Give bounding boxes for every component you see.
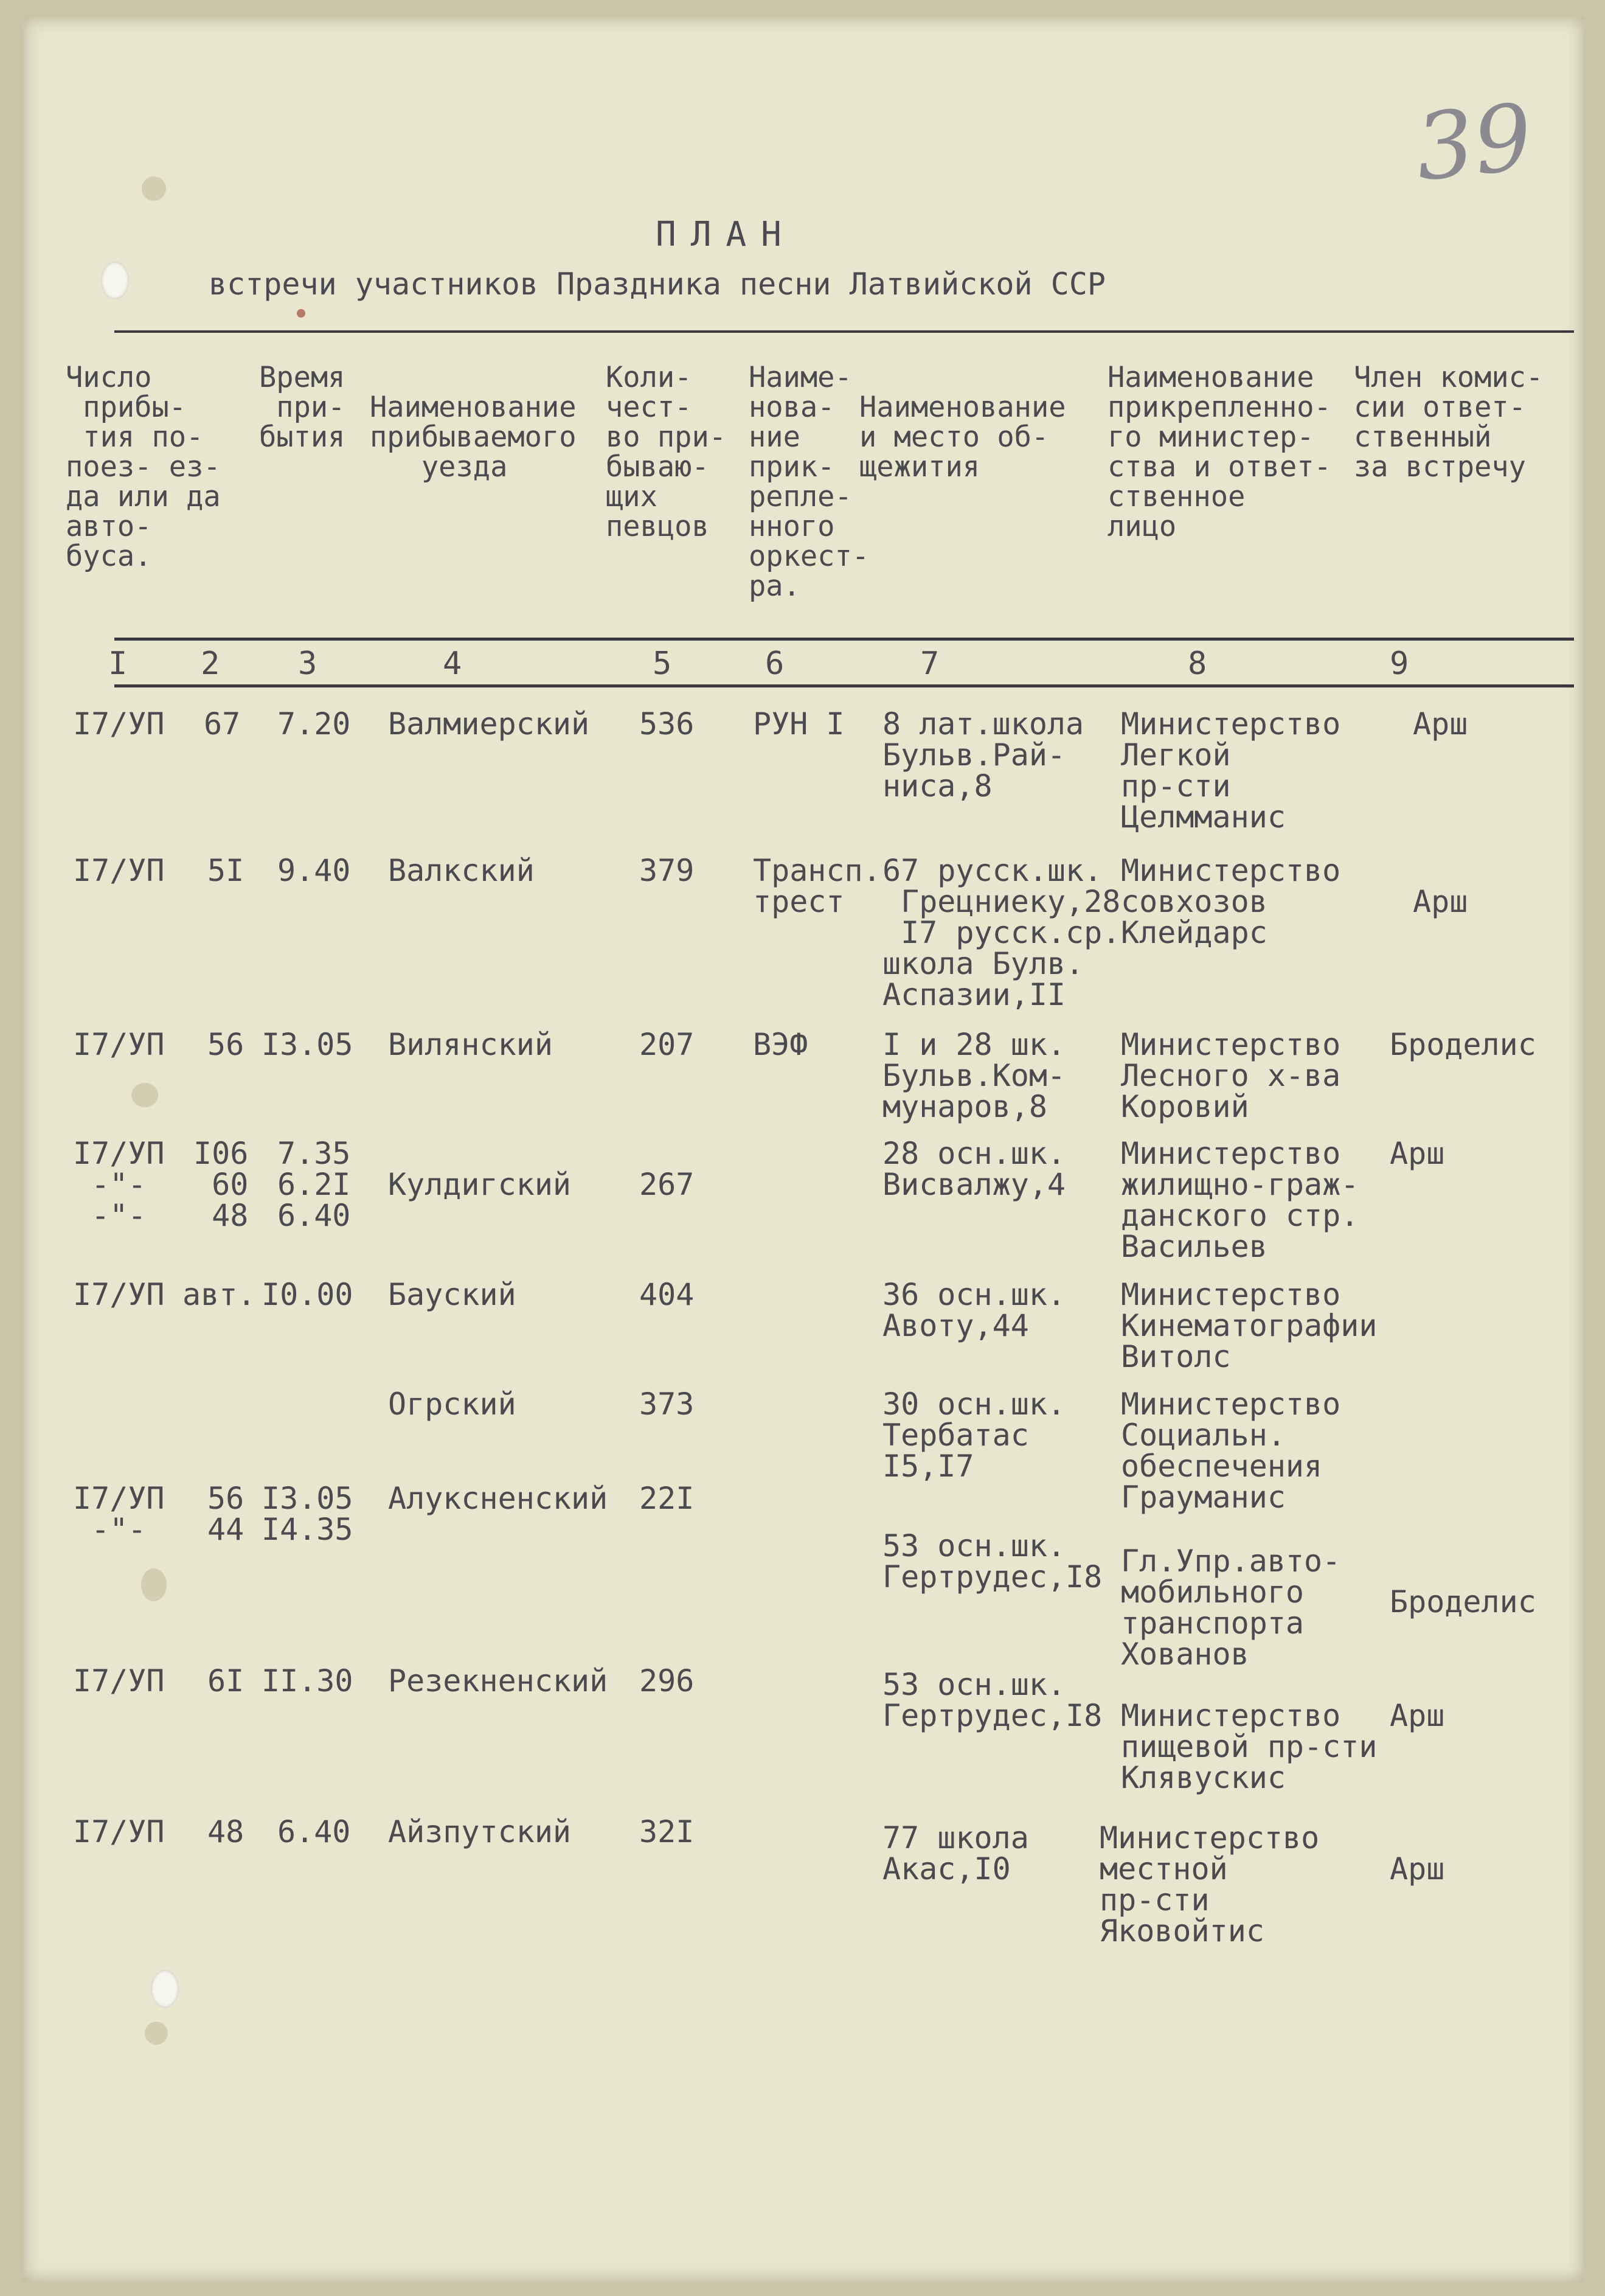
cell-arrival-date: I7/УП -"- -"- xyxy=(73,1136,165,1233)
cell-train-number: I06 60 48 xyxy=(193,1136,249,1233)
cell-commission-member: Арш xyxy=(1413,706,1468,742)
header-orchestra: Наиме- нова- ние прик- репле- нного оркест- ра. xyxy=(749,361,870,603)
cell-commission-member: Арш xyxy=(1390,1851,1445,1887)
stain-mark xyxy=(297,309,305,318)
column-number-rule xyxy=(114,684,1574,687)
cell-orchestra: Трансп. трест xyxy=(753,853,881,919)
cell-lodging: 28 осн.шк. Висвалжу,4 xyxy=(882,1136,1066,1202)
cell-ministry: Министерство местной пр-сти Яковойтис xyxy=(1100,1820,1320,1949)
cell-train-number: 48 xyxy=(207,1814,244,1849)
header-ministry: Наименование прикрепленно- го министер- ства и ответ- ственное лицо xyxy=(1108,361,1331,543)
column-number: 4 xyxy=(443,645,462,682)
header-arrival-time: Время при- бытия xyxy=(259,361,345,454)
cell-district: Алуксненский xyxy=(388,1481,608,1516)
cell-ministry: Министерство Легкой пр-сти Целмманис xyxy=(1121,706,1341,835)
cell-train-number: 56 xyxy=(207,1027,244,1062)
cell-arrival-time: II.30 xyxy=(262,1663,353,1699)
cell-singers-count: 404 xyxy=(639,1277,695,1312)
stain-mark xyxy=(141,1568,167,1601)
cell-arrival-time: 6.40 xyxy=(277,1814,351,1849)
cell-singers-count: 207 xyxy=(639,1027,695,1062)
header-singers-count: Коли- чест- во при- бываю- щих певцов xyxy=(606,361,727,543)
stain-mark xyxy=(142,176,166,201)
cell-district: Резекненский xyxy=(388,1663,608,1699)
cell-arrival-date: I7/УП xyxy=(73,1814,165,1849)
cell-arrival-time: I3.05 I4.35 xyxy=(262,1481,353,1547)
cell-district: Кулдигский xyxy=(388,1167,572,1202)
cell-arrival-date: I7/УП xyxy=(73,1027,165,1062)
column-number: I xyxy=(108,645,128,682)
header-rule-bottom xyxy=(114,638,1574,641)
cell-train-number: 5I xyxy=(207,853,244,888)
cell-singers-count: 32I xyxy=(639,1814,695,1849)
document-sheet xyxy=(23,17,1584,2281)
header-lodging: Наименование и место об- щежития xyxy=(859,391,1066,484)
cell-arrival-date: I7/УП xyxy=(73,1663,165,1699)
header-rule-top xyxy=(114,330,1574,333)
column-number: 2 xyxy=(201,645,220,682)
cell-arrival-time: 7.20 xyxy=(277,706,351,742)
cell-ministry: Гл.Упр.авто- мобильного транспорта Хованов xyxy=(1121,1543,1341,1672)
cell-singers-count: 22I xyxy=(639,1481,695,1516)
column-number: 9 xyxy=(1390,645,1409,682)
cell-district: Валкский xyxy=(388,853,535,888)
cell-district: Вилянский xyxy=(388,1027,553,1062)
cell-district: Огрский xyxy=(388,1386,516,1422)
cell-ministry: Министерство Социальн. обеспечения Грауманис xyxy=(1121,1386,1341,1515)
document-title: ПЛАН xyxy=(656,215,796,254)
cell-train-number: 6I xyxy=(207,1663,244,1699)
stain-mark xyxy=(145,2022,168,2045)
cell-orchestra: РУН I xyxy=(753,706,845,742)
cell-arrival-date: I7/УП xyxy=(73,1277,165,1312)
cell-lodging: 36 осн.шк. Авоту,44 xyxy=(882,1277,1066,1343)
cell-train-number: 67 xyxy=(204,706,241,742)
cell-orchestra: ВЭФ xyxy=(753,1027,808,1062)
cell-lodging: 53 осн.шк. Гертрудес,I8 xyxy=(882,1667,1103,1733)
page-number: 39 xyxy=(1410,84,1537,202)
cell-arrival-time: 9.40 xyxy=(277,853,351,888)
cell-ministry: Министерство совхозов Клейдарс xyxy=(1121,853,1341,950)
column-number: 5 xyxy=(653,645,672,682)
document-subtitle: встречи участников Праздника песни Латвийской ССР xyxy=(209,266,1106,302)
cell-commission-member: Броделис xyxy=(1390,1584,1536,1619)
cell-ministry: Министерство жилищно-граж- данского стр. Васильев xyxy=(1121,1136,1359,1264)
cell-singers-count: 373 xyxy=(639,1386,695,1422)
column-number: 6 xyxy=(765,645,785,682)
cell-ministry: Министерство Кинематографии Витолс xyxy=(1121,1277,1378,1374)
cell-commission-member: Арш xyxy=(1390,1136,1445,1171)
header-arrival-date: Число прибы- тия по- поез- ез- да или да авто- буса. xyxy=(66,361,221,573)
cell-lodging: 67 русск.шк. Грецниеку,28 I7 русск.ср. школа Булв. Аспазии,II xyxy=(882,853,1121,1012)
header-district: Наименование прибываемого уезда xyxy=(370,391,577,484)
cell-train-number: авт. xyxy=(182,1277,256,1312)
cell-district: Айзпутский xyxy=(388,1814,572,1849)
stain-mark xyxy=(131,1083,158,1107)
cell-arrival-date: I7/УП xyxy=(73,853,165,888)
cell-lodging: 53 осн.шк. Гертрудес,I8 xyxy=(882,1528,1103,1595)
cell-ministry: Министерство пищевой пр-сти Клявускис xyxy=(1121,1698,1378,1795)
cell-ministry: Министерство Лесного х-ва Коровий xyxy=(1121,1027,1341,1124)
cell-train-number: 56 44 xyxy=(207,1481,244,1547)
column-number: 8 xyxy=(1188,645,1207,682)
cell-district: Бауский xyxy=(388,1277,516,1312)
punch-hole xyxy=(101,262,129,299)
cell-arrival-date: I7/УП -"- xyxy=(73,1481,165,1547)
column-number: 3 xyxy=(298,645,317,682)
column-number: 7 xyxy=(920,645,940,682)
cell-arrival-time: I3.05 xyxy=(262,1027,353,1062)
cell-commission-member: Арш xyxy=(1390,1698,1445,1733)
cell-arrival-time: I0.00 xyxy=(262,1277,353,1312)
cell-commission-member: Броделис xyxy=(1390,1027,1536,1062)
cell-singers-count: 296 xyxy=(639,1663,695,1699)
cell-singers-count: 267 xyxy=(639,1167,695,1202)
cell-arrival-date: I7/УП xyxy=(73,706,165,742)
cell-lodging: 77 школа Акас,I0 xyxy=(882,1820,1029,1887)
cell-singers-count: 379 xyxy=(639,853,695,888)
cell-commission-member: Арш xyxy=(1413,884,1468,919)
header-commission-member: Член комис- сии ответ- ственный за встречу xyxy=(1354,361,1544,484)
cell-lodging: I и 28 шк. Бульв.Ком- мунаров,8 xyxy=(882,1027,1066,1124)
cell-arrival-time: 7.35 6.2I 6.40 xyxy=(277,1136,351,1233)
cell-lodging: 8 лат.школа Бульв.Рай- ниса,8 xyxy=(882,706,1084,804)
cell-singers-count: 536 xyxy=(639,706,695,742)
cell-district: Валмиерский xyxy=(388,706,590,742)
cell-lodging: 30 осн.шк. Тербатас I5,I7 xyxy=(882,1386,1066,1484)
punch-hole xyxy=(151,1970,179,2008)
